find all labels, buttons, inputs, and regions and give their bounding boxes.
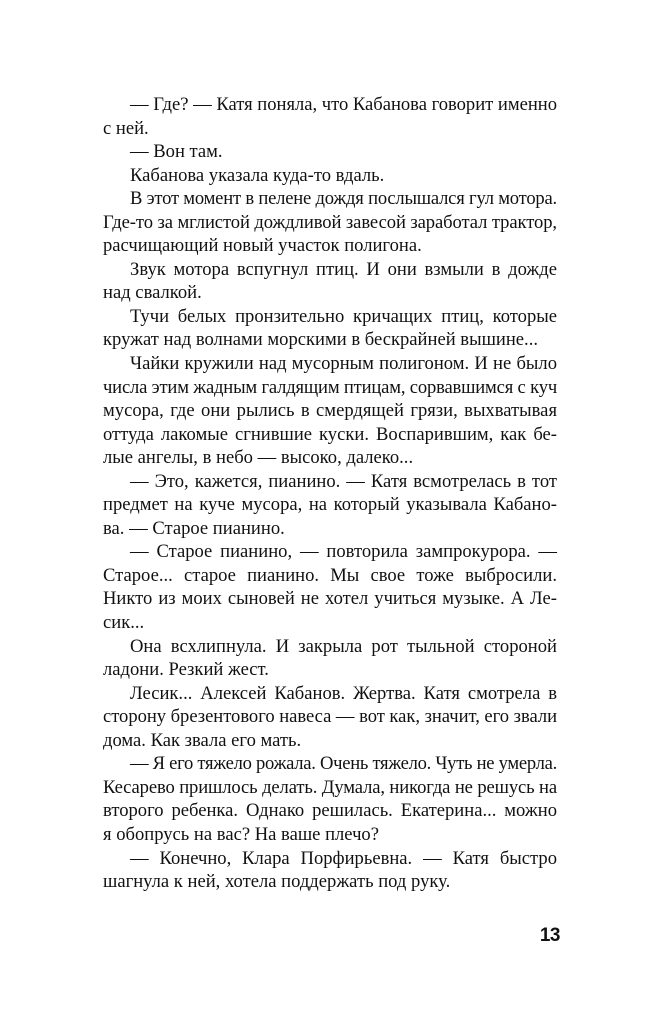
text-line: Звук мотора вспугнул птиц. И они взмыли в дожде [130,258,557,280]
text-line: — Где? — Катя поняла, что Кабанова говорит именно [130,94,557,115]
text-line: Чайки кружили над мусорным полигоном. И не было [130,353,557,375]
paragraph [103,258,557,305]
page-number: 13 [539,925,560,946]
text-line: второго ребенка. Однако решилась. Екатерина... можно [103,800,557,822]
paragraph [103,140,557,164]
text-line: Тучи белых пронзительно кричащих птиц, которые [130,305,557,327]
paragraph [103,752,557,846]
text-line: Где-то за мглистой дождливой завесой заработал трактор, [103,211,557,233]
text-line: Кабанова указала куда-то вдаль. [130,164,385,186]
text-line: шагнула к ней, хотела поддержать под руку. [103,871,451,893]
text-line: — Старое пианино, — повторила зампрокурора. — [130,541,557,563]
text-line: Она всхлипнула. И закрыла рот тыльной стороной [130,635,557,657]
text-line: числа этим жадным галдящим птицам, сорвавшимся с куч [103,376,557,398]
paragraph [103,164,557,188]
text-line: дома. Как звала его мать. [103,729,302,751]
body-text [103,93,557,894]
text-line: оттуда лакомые сгнившие куски. Воспарившим, как бе- [103,423,557,445]
paragraph [103,93,557,140]
paragraph [103,635,557,682]
text-line: предмет на куче мусора, на который указывала Кабано- [103,494,557,516]
text-line: лые ангелы, в небо — высоко, далеко... [103,447,414,469]
text-line: расчищающий новый участок полигона. [103,235,422,257]
text-line: я обопрусь на вас? На ваше плечо? [103,823,379,845]
paragraph [103,682,557,753]
text-line: кружат над волнами морскими в бескрайней вышине... [103,329,538,351]
text-line: сторону брезентового навеса — вот как, значит, его звали [103,706,557,728]
paragraph [103,847,557,894]
text-line: — Вон там. [130,141,223,163]
paragraph [103,470,557,541]
text-line: — Конечно, Клара Порфирьевна. — Катя быстро [130,847,557,869]
text-line: над свалкой. [103,282,202,304]
paragraph [103,187,557,258]
paragraph [103,352,557,470]
text-line: сик... [103,612,145,634]
text-line: Никто из моих сыновей не хотел учиться музыке. А Ле- [103,588,557,610]
paragraph [103,305,557,352]
text-line: Лесик... Алексей Кабанов. Жертва. Катя смотрела в [130,682,557,704]
text-line: с ней. [103,117,149,139]
paragraph [103,540,557,634]
text-line: — Я его тяжело рожала. Очень тяжело. Чуть не умерла. [130,753,557,775]
text-line: мусора, где они рылись в смердящей грязи, выхватывая [103,400,557,422]
text-line: — Это, кажется, пианино. — Катя всмотрелась в тот [130,470,557,492]
text-line: ва. — Старое пианино. [103,517,285,539]
text-line: В этот момент в пелене дождя послышался гул мотора. [130,188,557,210]
text-line: Кесарево пришлось делать. Думала, никогда не решусь на [103,776,557,798]
text-line: ладони. Резкий жест. [103,659,269,681]
text-line: Старое... старое пианино. Мы свое тоже выбросили. [103,564,557,586]
